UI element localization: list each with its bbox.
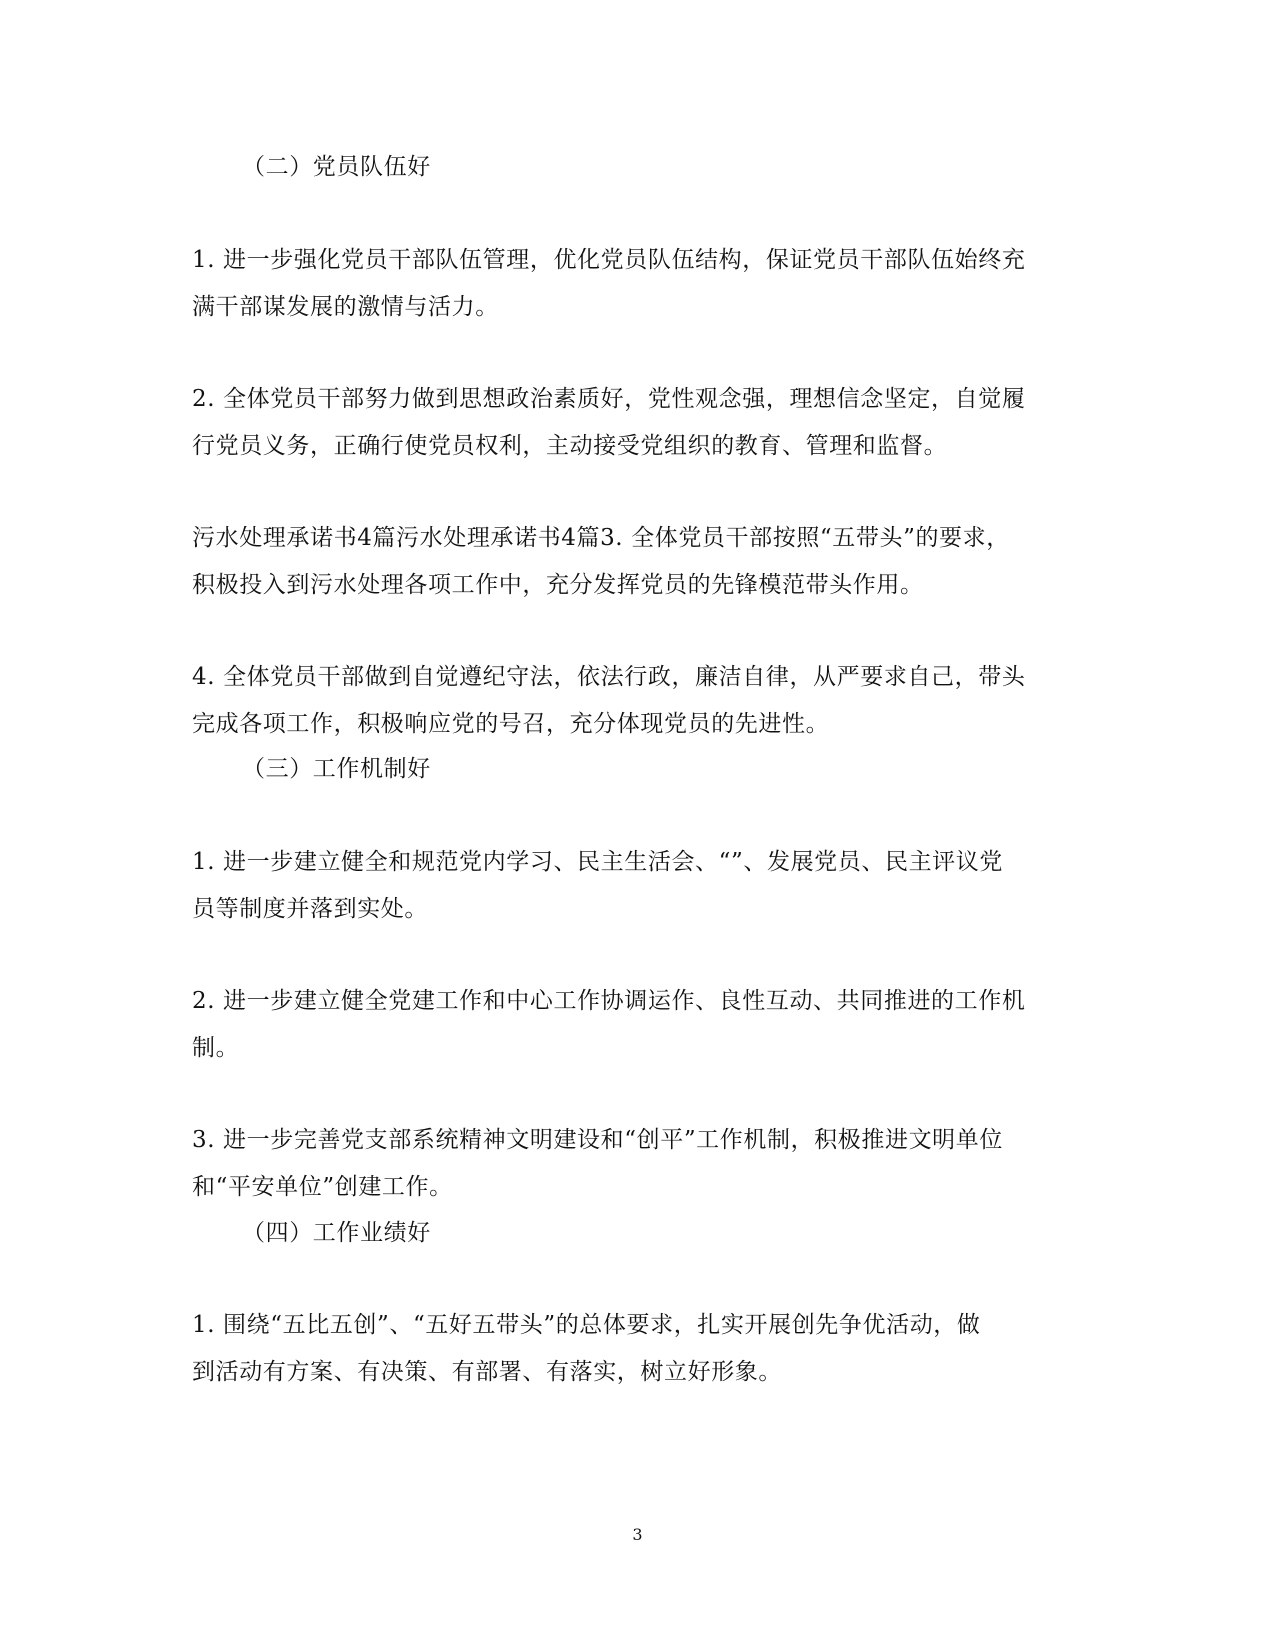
section-heading-mechanism: （三）工作机制好 xyxy=(242,756,431,782)
section-heading-performance: （四）工作业绩好 xyxy=(242,1220,431,1246)
page-number: 3 xyxy=(632,1525,643,1544)
paragraph-line: 2. 全体党员干部努力做到思想政治素质好，党性观念强，理想信念坚定，自觉履 xyxy=(192,386,1026,412)
paragraph-line: 积极投入到污水处理各项工作中，充分发挥党员的先锋模范带头作用。 xyxy=(192,572,924,598)
paragraph-line: 污水处理承诺书4篇污水处理承诺书4篇3. 全体党员干部按照“五带头”的要求， xyxy=(192,525,1010,551)
paragraph-line: 1. 进一步强化党员干部队伍管理，优化党员队伍结构，保证党员干部队伍始终充 xyxy=(192,247,1026,273)
paragraph-line: 2. 进一步建立健全党建工作和中心工作协调运作、良性互动、共同推进的工作机 xyxy=(192,988,1026,1014)
paragraph-line: 3. 进一步完善党支部系统精神文明建设和“创平”工作机制，积极推进文明单位 xyxy=(192,1127,1003,1153)
paragraph-line: 1. 围绕“五比五创”、“五好五带头”的总体要求，扎实开展创先争优活动，做 xyxy=(192,1312,981,1338)
paragraph-line: 制。 xyxy=(192,1035,240,1061)
paragraph-line: 完成各项工作，积极响应党的号召，充分体现党员的先进性。 xyxy=(192,711,830,737)
paragraph-line: 到活动有方案、有决策、有部署、有落实，树立好形象。 xyxy=(192,1359,782,1385)
paragraph-line: 和“平安单位”创建工作。 xyxy=(192,1174,453,1200)
paragraph-line: 4. 全体党员干部做到自觉遵纪守法，依法行政，廉洁自律，从严要求自己，带头 xyxy=(192,664,1026,690)
paragraph-line: 满干部谋发展的激情与活力。 xyxy=(192,294,499,320)
paragraph-line: 1. 进一步建立健全和规范党内学习、民主生活会、“”、发展党员、民主评议党 xyxy=(192,849,1003,875)
paragraph-line: 员等制度并落到实处。 xyxy=(192,896,428,922)
paragraph-line: 行党员义务，正确行使党员权利，主动接受党组织的教育、管理和监督。 xyxy=(192,433,948,459)
section-heading-team: （二）党员队伍好 xyxy=(242,154,431,180)
